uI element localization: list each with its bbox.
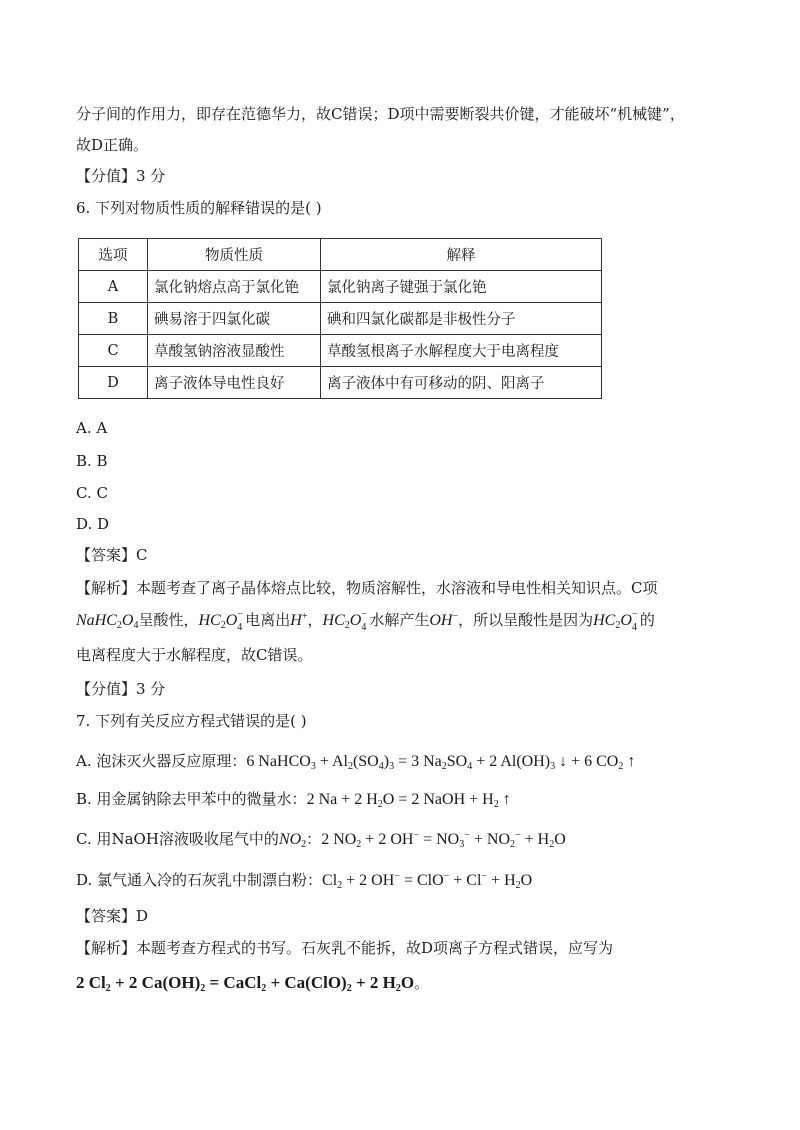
option-c-label: C. 用NaOH溶液吸收尾气中的 (76, 830, 279, 848)
option-d-label: D. 氯气通入冷的石灰乳中制漂白粉： (76, 871, 323, 889)
header-property: 物质性质 (148, 239, 321, 271)
equation-correct: 2 $Cl_2 + 2$ $Ca(OH)_2$ = CaCl$_2$ + $Ca(ClO)_2 + 2$ $H_2O$ (76, 973, 415, 994)
formula-oh-minus: OH− (429, 611, 459, 629)
question-7-title: 7. 下列有关反应方程式错误的是( ) (76, 712, 307, 730)
table-header-row (79, 239, 602, 271)
cell-option: B (79, 303, 148, 335)
cell-explanation: 碘和四氯化碳都是非极性分子 (321, 303, 602, 335)
option-b-line (76, 789, 511, 810)
cell-explanation: 氯化钠离子键强于氯化铯 (321, 271, 602, 303)
formula-h-plus: H+ (290, 611, 308, 629)
choice-a: A. A (76, 419, 108, 437)
formula-nahc2o4: $NaHC_2O_4$ (76, 612, 139, 631)
choice-b: B. B (76, 452, 108, 470)
question-6-title: 6. 下列对物质性质的解释错误的是( ) (76, 199, 322, 217)
formula-hc2o4-ion: $HC_2O$ − 4 (322, 609, 367, 633)
paragraph-line: 分子间的作用力，即存在范德华力，故C错误；D项中需要断裂共价键，才能破坏“机械键”， (76, 105, 685, 123)
equation-b: 2 Na + 2 $H_2O = 2$ NaOH + $H_2$ ↑ (306, 791, 511, 810)
analysis-line: 【解析】本题考查方程式的书写。石灰乳不能拆，故D项离子方程式错误，应写为 (76, 939, 614, 957)
cell-explanation: 离子液体中有可移动的阴、阳离子 (321, 367, 602, 399)
option-d-line (76, 870, 532, 891)
score-label: 【分值】3 分 (76, 167, 166, 185)
analysis-text: 电离出 (245, 611, 291, 629)
formula-hc2o4-ion: $HC_2O$ − 4 (593, 609, 638, 633)
header-explanation: 解释 (321, 239, 602, 271)
analysis-equation-line: 2 $Cl_2 + 2$ $Ca(OH)_2$ = CaCl$_2$ + $Ca(ClO)_2 + 2$ $H_2O$。 (76, 973, 430, 994)
cell-property: 草酸氢钠溶液显酸性 (148, 335, 321, 367)
table-row (79, 303, 602, 335)
analysis-line: 【解析】本题考查了离子晶体熔点比较，物质溶解性，水溶液和导电性相关知识点。C项 (76, 579, 658, 597)
cell-option: A (79, 271, 148, 303)
formula-hc2o4-ion: $HC_2O$ − 4 (198, 609, 243, 633)
cell-property: 氯化钠熔点高于氯化铯 (148, 271, 321, 303)
equation-d: $Cl_2 + 2$ $OH^- = ClO^- + Cl^- + H_2O$ (322, 871, 533, 891)
table-row (79, 271, 602, 303)
cell-option: C (79, 335, 148, 367)
cell-option: D (79, 367, 148, 399)
cell-explanation: 草酸氢根离子水解程度大于电离程度 (321, 335, 602, 367)
analysis-line: 电离程度大于水解程度，故C错误。 (76, 646, 313, 664)
equation-a: 6 NaHCO$_3$ + $Al_2(SO_4)_3 = 3$ $Na_2SO_4 + 2$ $Al(OH)_3$ ↓ + 6 $CO_2$ ↑ (246, 753, 636, 772)
analysis-text: 水解产生 (369, 611, 430, 629)
analysis-text: 呈酸性， (138, 611, 199, 629)
analysis-text: ，所以呈酸性是因为 (458, 611, 594, 629)
paragraph-line: 故D正确。 (76, 136, 149, 154)
analysis-formula-line: $NaHC_2O_4$呈酸性，$HC_2O$ − 4 电离出H+，$HC_2O$ − 4 水解产生OH−，所以呈酸性是因为$HC_2O$ − 4 的 (76, 609, 655, 633)
table-row (79, 367, 602, 399)
option-a-label: A. 泡沫灭火器反应原理： (76, 752, 247, 770)
score-label: 【分值】3 分 (76, 680, 166, 698)
choice-d: D. D (76, 515, 110, 533)
answer-label: 【答案】C (76, 546, 148, 564)
cell-property: 碘易溶于四氯化碳 (148, 303, 321, 335)
option-b-label: B. 用金属钠除去甲苯中的微量水： (76, 790, 307, 808)
formula-no2: $NO_2$ (278, 831, 307, 850)
table-row (79, 335, 602, 367)
analysis-text: 的 (639, 611, 655, 629)
cell-property: 离子液体导电性良好 (148, 367, 321, 399)
equation-c: 2 $NO_2 + 2$ $OH^- = NO_3^- + NO_2^- + H_2O$ (321, 830, 566, 850)
option-c-line: C. 用NaOH溶液吸收尾气中的$NO_2$：2 $NO_2 + 2$ $OH^- = NO_3^- + NO_2^- + H_2O$ (76, 830, 566, 850)
property-table (78, 238, 602, 399)
header-option: 选项 (79, 239, 148, 271)
option-a-line (76, 751, 635, 772)
choice-c: C. C (76, 484, 108, 502)
answer-label: 【答案】D (76, 907, 149, 925)
